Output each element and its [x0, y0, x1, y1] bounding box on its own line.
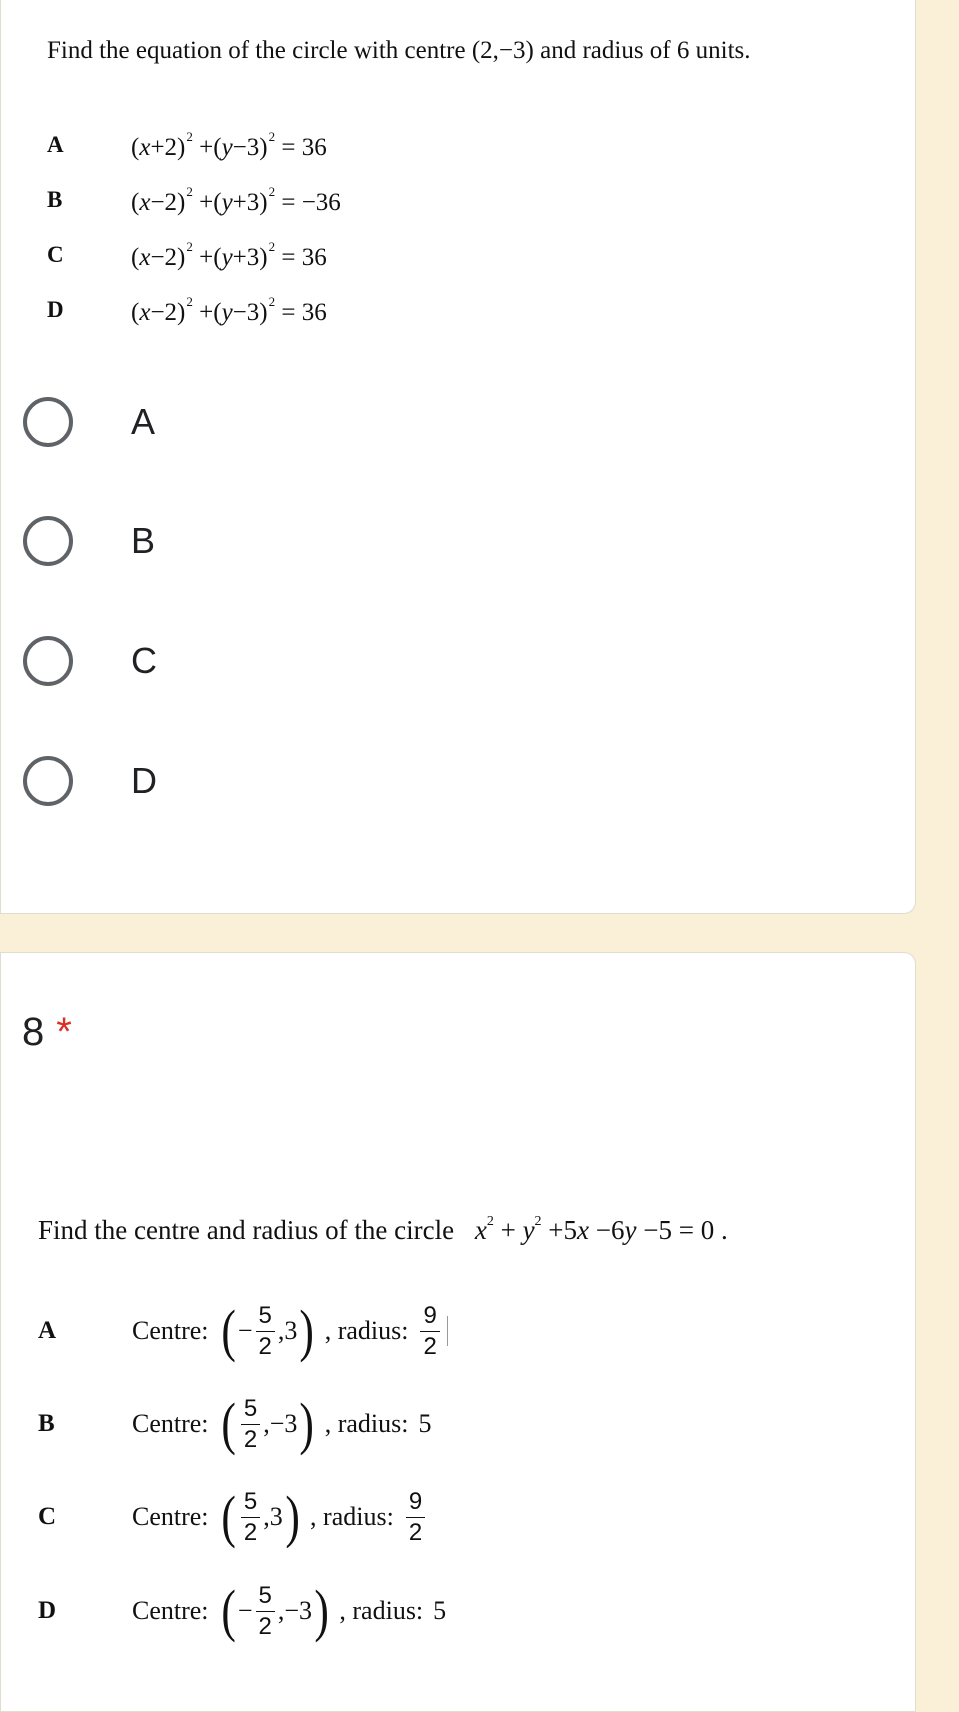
q8-centre-label-c: Centre: [132, 1502, 209, 1531]
question-7-text: Find the equation of the circle with centre (2,−3) and radius of 6 units. [47, 37, 751, 64]
radio-circle-b[interactable] [23, 516, 73, 566]
radio-circle-c[interactable] [23, 636, 73, 686]
q7-option-expr-b: $(x-2)^2 +(y+3)^2 = -36$ [131, 184, 341, 216]
q8-radius-label-d: , radius: [339, 1596, 424, 1625]
q8-option-letter-a: A [38, 1317, 57, 1344]
text-cursor [447, 1316, 448, 1346]
radio-label-c[interactable]: C [131, 640, 157, 681]
q8-fraction-d: $\frac{5}{2}$ [256, 1584, 275, 1639]
q7-option-letter-a: A [47, 132, 64, 157]
q8-option-letter-c: C [38, 1503, 57, 1530]
radio-circle-a[interactable] [23, 397, 73, 447]
question-number-value: 8 [22, 1010, 45, 1054]
q8-radius-label-c: , radius: [310, 1502, 394, 1531]
q8-fraction-c: $\frac{5}{2}$ [241, 1490, 260, 1545]
radio-circle-d[interactable] [23, 756, 73, 806]
q8-option-letter-d: D [38, 1597, 57, 1624]
q7-option-expr-c: $(x-2)^2 +(y+3)^2 = 36$ [131, 239, 327, 271]
radio-option-d[interactable] [23, 753, 157, 809]
question-8-text [38, 1214, 728, 1246]
q8-second-coord-d: ,−3 [277, 1596, 313, 1625]
q8-option-a: A Centre: ( − $\frac{5}{2}$ ,3 ) , radius: $\frac{9}{2}$ [38, 1302, 448, 1360]
q8-centre-label-d: Centre: [132, 1596, 209, 1625]
q8-second-coord-b: ,−3 [263, 1409, 298, 1438]
q8-option-b: B Centre: ( $\frac{5}{2}$ ,−3 ) , radius: 5 [38, 1391, 432, 1456]
q8-radius-fraction-a: $\frac{9}{2}$ [420, 1304, 439, 1359]
q8-radius-label-b: , radius: [324, 1409, 409, 1438]
q8-fraction-a: $\frac{5}{2}$ [256, 1304, 275, 1359]
q8-radius-fraction-c: $\frac{9}{2}$ [406, 1490, 425, 1545]
required-asterisk: * [56, 1010, 72, 1054]
radio-option-c[interactable] [23, 633, 157, 689]
q8-radius-label-a: , radius: [324, 1316, 409, 1345]
q8-fraction-b: $\frac{5}{2}$ [241, 1397, 260, 1452]
question-8-equation: $x^2 + y^2 +5x -6y -5 = 0$ . [474, 1214, 728, 1245]
q8-second-coord-a: ,3 [277, 1316, 298, 1345]
question-number [22, 1010, 72, 1055]
question-8-prefix: Find the centre and radius of the circle [38, 1215, 455, 1245]
q8-centre-label-b: Centre: [132, 1409, 209, 1438]
q8-sign-a: − [237, 1316, 253, 1345]
q7-option-letter-b: B [47, 187, 63, 212]
q8-radius-value-b: 5 [418, 1409, 432, 1438]
q8-centre-label-a: Centre: [132, 1316, 209, 1345]
q7-option-expr-a: $(x+2)^2 +(y-3)^2 = 36$ [131, 129, 327, 161]
q7-option-expr-d: $(x-2)^2 +(y-3)^2 = 36$ [131, 294, 327, 326]
q8-option-letter-b: B [38, 1410, 55, 1437]
q8-option-c: C Centre: ( $\frac{5}{2}$ ,3 ) , radius: $\frac{9}{2}$ [38, 1488, 428, 1546]
q8-second-coord-c: ,3 [263, 1502, 283, 1531]
radio-label-d[interactable]: D [131, 760, 157, 801]
q8-radius-value-d: 5 [433, 1596, 447, 1625]
radio-label-a[interactable]: A [131, 401, 156, 442]
q7-option-letter-d: D [47, 297, 64, 322]
radio-option-a[interactable] [23, 394, 155, 450]
radio-option-b[interactable] [23, 513, 155, 569]
q7-option-letter-c: C [47, 242, 64, 267]
radio-label-b[interactable]: B [131, 520, 156, 561]
q8-sign-d: − [237, 1596, 253, 1625]
q8-option-d: D Centre: ( − $\frac{5}{2}$ ,−3 ) , radius: 5 [38, 1578, 447, 1643]
